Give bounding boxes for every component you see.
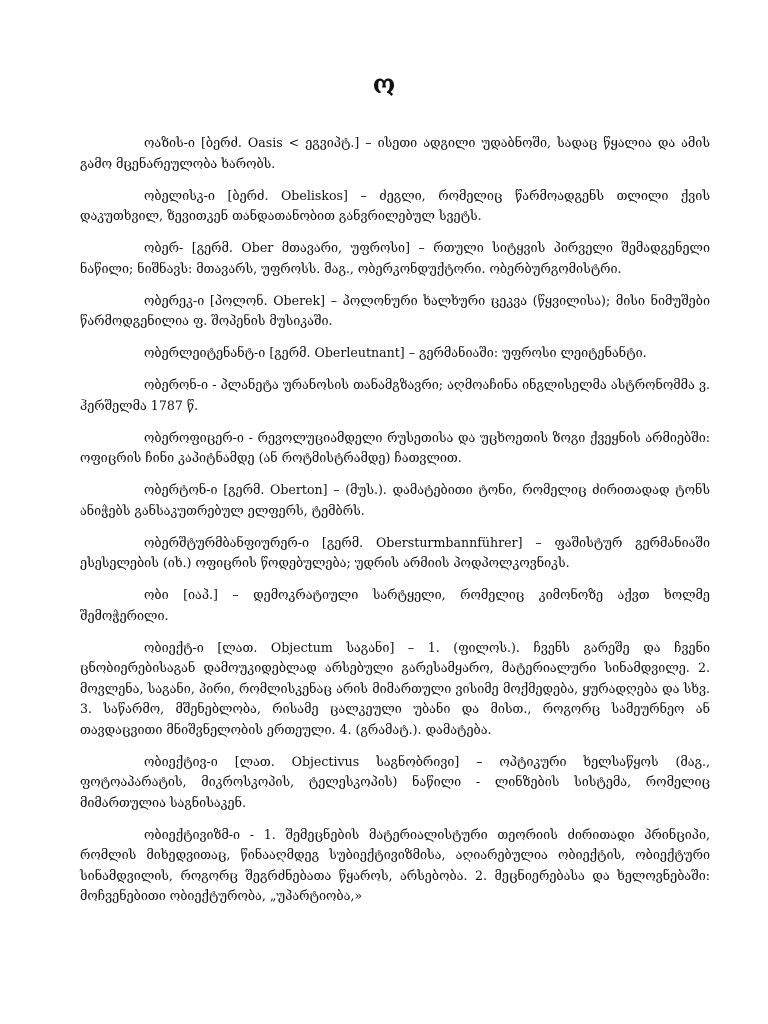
dictionary-entries bbox=[80, 133, 710, 918]
dictionary-entry: ობერშტურმბანფიურერ-ი [გერმ. Obersturmbannführer] – ფაშისტურ გერმანიაში ესესელების (იხ.) ოფიცრის წოდებულება; უდრის არმიის პოდპოლკოვნიკს. bbox=[80, 534, 710, 570]
section-letter-heading: ო bbox=[372, 70, 396, 100]
dictionary-entry: ობიექტივ-ი [ლათ. Objectivus საგნობრივი] – ოპტიკური ხელსაწყოს (მაგ., ფოტოაპარატის, მიკროსკოპის, ტელესკოპის) ნაწილი - ლინზების სისტემა, რომელიც მიმართულია საგნისაკენ. bbox=[80, 753, 710, 810]
dictionary-entry: ობერლეიტენანტ-ი [გერმ. Oberleutnant] – გერმანიაში: უფროსი ლეიტენანტი. bbox=[144, 345, 647, 360]
dictionary-entry: ობერონ-ი - პლანეტა ურანოსის თანამგზავრი; აღმოაჩინა ინგლისელმა ასტრონომმა ვ. ჰერშელმა 1787 წ. bbox=[80, 377, 710, 413]
dictionary-entry: ობიექტივიზმ-ი - 1. შემეცნების მატერიალისტური თეორიის ძირითადი პრინციპი, რომლის მიხედვითაც, წინააღმდეგ სუბიექტივიზმისა, აღიარებულია ობიექტის, ობიექტური სინამდვილის, როგორც შეგრძნებათა წყაროს, არსებობა. 2. მეცნიერებასა და ხელოვნებაში: მოჩვენებითი ობიექტურობა, „უპარტიობა,» bbox=[80, 826, 710, 903]
dictionary-entry: ობეროფიცერ-ი - რევოლუციამდელი რუსეთისა და უცხოეთის ზოგი ქვეყნის არმიებში: ოფიცრის ჩინი კაპიტნამდე (ან როტმისტრამდე) ჩათვლით. bbox=[80, 429, 710, 465]
dictionary-entry: ობერტონ-ი [გერმ. Oberton] – (მუს.). დამატებითი ტონი, რომელიც ძირითადად ტონს ანიჭებს განსაკუთრებულ ელფერს, ტემბრს. bbox=[80, 482, 710, 518]
dictionary-entry: ობი [იაპ.] – დემოკრატიული სარტყელი, რომელიც კიმონოზე აქვთ ხოლმე შემოჭერილი. bbox=[80, 587, 710, 623]
dictionary-entry: ოაზის-ი [ბერძ. Oasis < ეგვიპტ.] – ისეთი ადგილი უდაბნოში, სადაც წყალია და ამის გამო მცენარეულობა ხარობს. bbox=[80, 135, 710, 171]
dictionary-entry: ობერ- [გერმ. Ober მთავარი, უფროსი] – რთული სიტყვის პირველი შემადგენელი ნაწილი; ნიშნავს: მთავარს, უფროსს. მაგ., ობერკონდუქტორი. ობერბურგომისტრი. bbox=[80, 240, 710, 276]
dictionary-entry: ობელისკ-ი [ბერძ. Obeliskos] – ძეგლი, რომელიც წარმოადგენს თლილი ქვის დაკუთხვილ, ზევითკენ თანდათანობით განვრილებულ სვეტს. bbox=[80, 187, 710, 223]
dictionary-entry: ობიექტ-ი [ლათ. Objectum საგანი] – 1. (ფილოს.). ჩვენს გარეშე და ჩვენი ცნობიერებისაგან დამოუკიდებლად არსებული გარესამყარო, მატერიალური სინამდვილე. 2. მოვლენა, საგანი, პირი, რომლისკენაც არის მიმართული ვისიმე მოქმედება, ყურადღება და სხვ. 3. საწარმო, მშენებლობა, რისამე ცალკეული უბანი და მისთ., როგორც სამეურნეო ან თავდაცვითი მნიშვნელობის ერთეული. 4. (გრამატ.). დამატება. bbox=[80, 639, 710, 737]
dictionary-entry: ობერეკ-ი [პოლონ. Oberek] – პოლონური ხალხური ცეკვა (წყვილისა); მისი ნიმუშები წარმოდგენილია ფ. შოპენის მუსიკაში. bbox=[80, 292, 710, 328]
